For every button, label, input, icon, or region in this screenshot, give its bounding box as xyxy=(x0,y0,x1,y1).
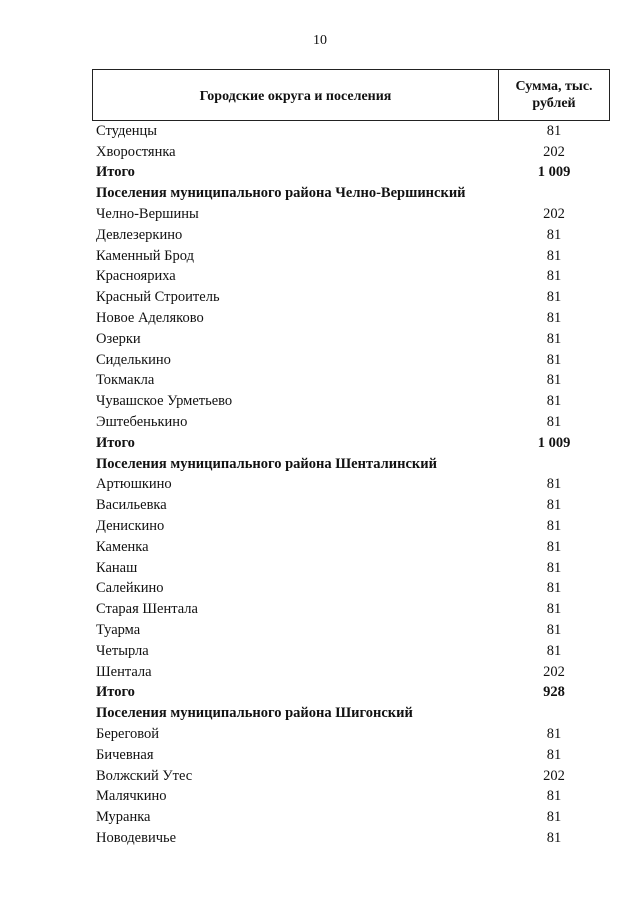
sum-value: 81 xyxy=(546,622,562,639)
sum-value: 81 xyxy=(546,788,562,805)
sum-value: 928 xyxy=(543,684,565,701)
table-row xyxy=(92,391,610,412)
table-row xyxy=(92,142,610,163)
settlement-name: Туарма xyxy=(96,622,141,639)
table-row xyxy=(92,641,610,662)
settlement-name: Шентала xyxy=(96,663,152,680)
settlement-name: Денискино xyxy=(96,518,165,535)
table-row xyxy=(92,475,610,496)
sum-value: 81 xyxy=(546,226,562,243)
settlement-name: Хворостянка xyxy=(96,143,176,160)
table-row xyxy=(92,599,610,620)
sum-value: 81 xyxy=(546,351,562,368)
settlement-name: Малячкино xyxy=(96,788,167,805)
table-row xyxy=(92,246,610,267)
settlement-name: Волжский Утес xyxy=(96,767,193,784)
sum-value: 202 xyxy=(543,206,565,223)
table-row xyxy=(92,558,610,579)
table-row xyxy=(92,579,610,600)
table-row xyxy=(92,828,610,849)
table-row xyxy=(92,537,610,558)
settlement-name: Васильевка xyxy=(96,497,167,514)
settlement-name: Муранка xyxy=(96,809,151,826)
table-row xyxy=(92,121,610,142)
section-header-row xyxy=(92,454,610,475)
sum-value: 1 009 xyxy=(537,164,571,181)
settlement-name: Береговой xyxy=(96,726,160,742)
settlement-name: Эштебенькино xyxy=(96,414,188,431)
table-row xyxy=(92,787,610,808)
table-row xyxy=(92,766,610,787)
table-row xyxy=(92,495,610,516)
table-header xyxy=(92,69,610,121)
section-header-row xyxy=(92,703,610,724)
page-number: 10 xyxy=(313,33,327,48)
table-row xyxy=(92,516,610,537)
table-row xyxy=(92,662,610,683)
table-body xyxy=(92,121,610,849)
table-row xyxy=(92,287,610,308)
sum-value: 81 xyxy=(546,372,562,389)
table-row xyxy=(92,412,610,433)
sum-value: 81 xyxy=(546,580,562,597)
settlement-name: Каменка xyxy=(96,538,149,555)
table-row xyxy=(92,620,610,641)
sum-value: 81 xyxy=(546,518,562,535)
settlement-name: Четырла xyxy=(96,642,149,659)
settlement-name: Токмакла xyxy=(96,372,155,389)
sum-value: 81 xyxy=(546,247,562,264)
table-row xyxy=(92,807,610,828)
table-row xyxy=(92,308,610,329)
table-row xyxy=(92,745,610,766)
sum-value: 1 009 xyxy=(537,434,571,451)
table-row xyxy=(92,225,610,246)
table-row xyxy=(92,350,610,371)
table-row xyxy=(92,329,610,350)
sum-value: 81 xyxy=(546,746,562,763)
section-title: Поселения муниципального района Шенталинский xyxy=(96,455,437,472)
settlement-name: Новое Аделяково xyxy=(96,310,204,327)
sum-value: 202 xyxy=(543,767,565,784)
sum-value: 81 xyxy=(546,289,562,306)
sum-value: 81 xyxy=(546,601,562,618)
sum-value: 81 xyxy=(546,414,562,431)
total-row xyxy=(92,683,610,704)
total-row xyxy=(92,163,610,184)
settlement-name: Итого xyxy=(96,684,135,701)
sum-value: 81 xyxy=(546,538,562,555)
table-row xyxy=(92,371,610,392)
sum-value: 81 xyxy=(546,330,562,347)
settlement-name: Новодевичье xyxy=(96,829,177,846)
sum-value: 81 xyxy=(546,476,562,493)
settlement-name: Сиделькино xyxy=(96,351,171,368)
sum-value: 81 xyxy=(546,268,562,285)
settlement-name: Девлезеркино xyxy=(96,226,183,243)
settlement-name: Озерки xyxy=(96,330,141,347)
sum-value: 81 xyxy=(546,393,562,410)
settlement-name: Бичевная xyxy=(96,746,154,763)
section-header-row xyxy=(92,183,610,204)
sum-value: 81 xyxy=(546,829,562,846)
section-title: Поселения муниципального района Шигонский xyxy=(96,705,413,722)
settlement-name: Итого xyxy=(96,164,135,181)
settlement-name: Студенцы xyxy=(96,122,158,139)
settlement-name: Челно-Вершины xyxy=(96,206,199,223)
settlement-name: Краснояриха xyxy=(96,268,176,285)
table-row xyxy=(92,204,610,225)
settlement-name: Красный Строитель xyxy=(96,289,220,306)
settlement-name: Канаш xyxy=(96,559,138,576)
header-name-column: Городские округа и поселения xyxy=(93,70,499,120)
table-row xyxy=(92,267,610,288)
settlement-name: Салейкино xyxy=(96,580,164,597)
header-sum-column: Сумма, тыс. рублей xyxy=(515,79,593,111)
settlement-name: Итого xyxy=(96,434,135,451)
sum-value: 202 xyxy=(543,663,565,680)
settlement-name: Старая Шентала xyxy=(96,601,198,618)
settlement-name: Артюшкино xyxy=(96,476,172,493)
sum-value: 81 xyxy=(546,122,562,139)
sum-value: 81 xyxy=(546,642,562,659)
settlement-name: Чувашское Урметьево xyxy=(96,393,233,410)
total-row xyxy=(92,433,610,454)
sum-value: 81 xyxy=(546,497,562,514)
sum-value: 81 xyxy=(546,310,562,327)
table-row xyxy=(92,724,610,745)
budget-table xyxy=(92,69,610,849)
sum-value: 202 xyxy=(543,143,565,160)
sum-value: 81 xyxy=(546,809,562,826)
section-title: Поселения муниципального района Челно-Вершинский xyxy=(96,185,466,202)
sum-value: 81 xyxy=(546,726,562,742)
sum-value: 81 xyxy=(546,559,562,576)
settlement-name: Каменный Брод xyxy=(96,247,194,264)
